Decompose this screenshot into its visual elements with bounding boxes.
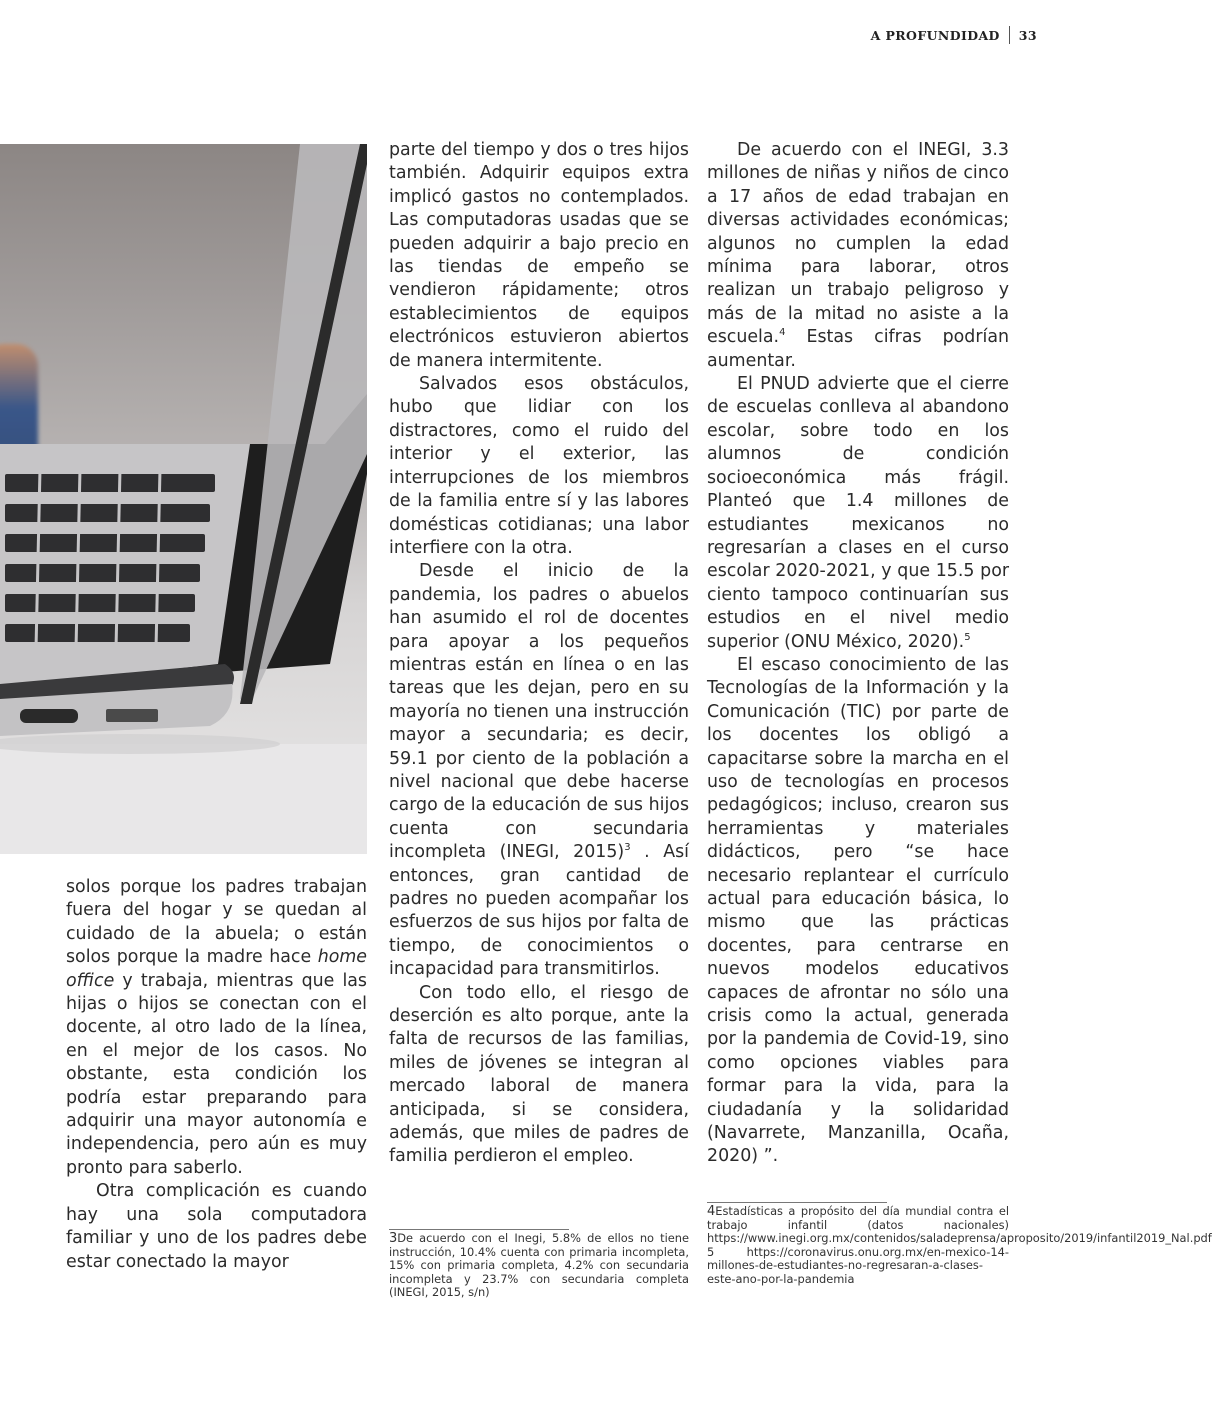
footnote-ref: 4 [779, 327, 786, 339]
footnote-ref: 5 [964, 631, 971, 643]
footnote-rule [389, 1229, 569, 1230]
paragraph: Salvados esos obstáculos, hubo que lidiar con los distractores, como el ruido del interior y el exterior, las interrupciones de los miembros de la familia entre sí y las labores domésticas cotidianas; una labor interfiere con la otra. [389, 374, 689, 558]
section-title: A PROFUNDIDAD [870, 27, 1000, 43]
text-column-3 [707, 139, 1009, 1169]
footnote-3: 3De acuerdo con el Inegi, 5.8% de ellos no tiene instrucción, 10.4% cuenta con primaria incompleta, 15% con primaria completa, 4.2% con secundaria incompleta y 23.7% con secundaria completa (INEGI, 2015, s/n) [389, 1231, 689, 1299]
paragraph: Desde el inicio de la pandemia, los padres o abuelos han asumido el rol de docentes para apoyar a los pequeños mientras están en línea o en las tareas que les dejan, pero en su mayoría no tienen una instrucción mayor a secundaria; es decir, 59.1 por ciento de la población a nivel nacional que debe hacerse cargo de la educación de sus hijos cuenta con secundaria incompleta (INEGI, 2015)$^3$ . Así entonces, gran cantidad de padres no pueden acompañar los esfuerzos de sus hijos por falta de tiempo, de conocimientos o incapacidad para transmitirlos. [389, 561, 689, 980]
footnote-rule [707, 1202, 887, 1203]
laptop-illustration [0, 144, 367, 854]
paragraph: El PNUD advierte que el cierre de escuelas conlleva al abandono escolar, sobre todo en los alumnos de condición socioeconómica más frágil. Planteó que 1.4 millones de estudiantes mexicanos no regresarían a clases en el curso escolar 2020-2021, y que 15.5 por ciento tampoco continuarían sus estudios en el nivel medio superior (ONU México, 2020).$^5$ [707, 374, 1009, 652]
running-header [871, 26, 1037, 44]
footnote-ref: 3 [624, 842, 631, 854]
laptop-photo [0, 144, 367, 854]
paragraph: Otra complicación es cuando hay una sola computadora familiar y uno de los padres debe estar conectado la mayor [66, 1181, 367, 1272]
paragraph: Con todo ello, el riesgo de deserción es alto porque, ante la falta de recursos de las familias, miles de jóvenes se integran al mercado laboral de manera anticipada, si se considera, además, que miles de padres de familia perdieron el empleo. [389, 982, 689, 1167]
text-column-2 [389, 139, 689, 1169]
text-column-1 [66, 876, 367, 1274]
paragraph: parte del tiempo y dos o tres hijos también. Adquirir equipos extra implicó gastos no contemplados. Las computadoras usadas que se pueden adquirir a bajo precio en las tiendas de empeño se vendieron rápidamente; otros establecimientos de equipos electrónicos estuvieron abiertos de manera intermitente. [389, 140, 689, 371]
paragraph: solos porque los padres trabajan fuera del hogar y se quedan al cuidado de la abuela; o están solos porque la madre hace home office y trabaja, mientras que las hijas o hijos se conectan con el docente, al otro lado de la línea, en el mejor de los casos. No obstante, esta condición los podría estar preparando para adquirir una mayor autonomía e independencia, pero aún es muy pronto para saberlo. [66, 877, 367, 1178]
page-number: 33 [1018, 27, 1037, 43]
paragraph: El escaso conocimiento de las Tecnologías de la Información y la Comunicación (TIC) por parte de los docentes los obligó a capacitarse sobre la marcha en el uso de tecnologías en procesos pedagógicos; incluso, crearon sus herramientas y materiales didácticos, pero “se hace necesario replantear el currículo actual para educación básica, lo mismo que las prácticas docentes, para centrarse en nuevos modelos educativos capaces de afrontar no sólo una crisis como la actual, generada por la pandemia de Covid-19, sino como opciones viables para formar para la vida, para la ciudadanía y la solidaridad (Navarrete, Manzanilla, Ocaña, 2020) ”. [707, 654, 1009, 1167]
header-divider [1009, 26, 1010, 44]
footnotes-4-5: 4Estadísticas a propósito del día mundial contra el trabajo infantil (datos nacionales) https://www.inegi.org.mx/contenidos/saladeprensa/aproposito/2019/infantil2019_Nal.pdf 5 https://coronavirus.onu.org.mx/en-mexico-14-millones-de-estudiantes-no-regresaran-a-clases-este-ano-por-la-pandemia [707, 1204, 1212, 1286]
paragraph: De acuerdo con el INEGI, 3.3 millones de niñas y niños de cinco a 17 años de edad trabajan en diversas actividades económicas; algunos no cumplen la edad mínima para laborar, otros realizan un trabajo peligroso y más de la mitad no asiste a la escuela.$^4$ Estas cifras podrían aumentar. [707, 140, 1009, 371]
